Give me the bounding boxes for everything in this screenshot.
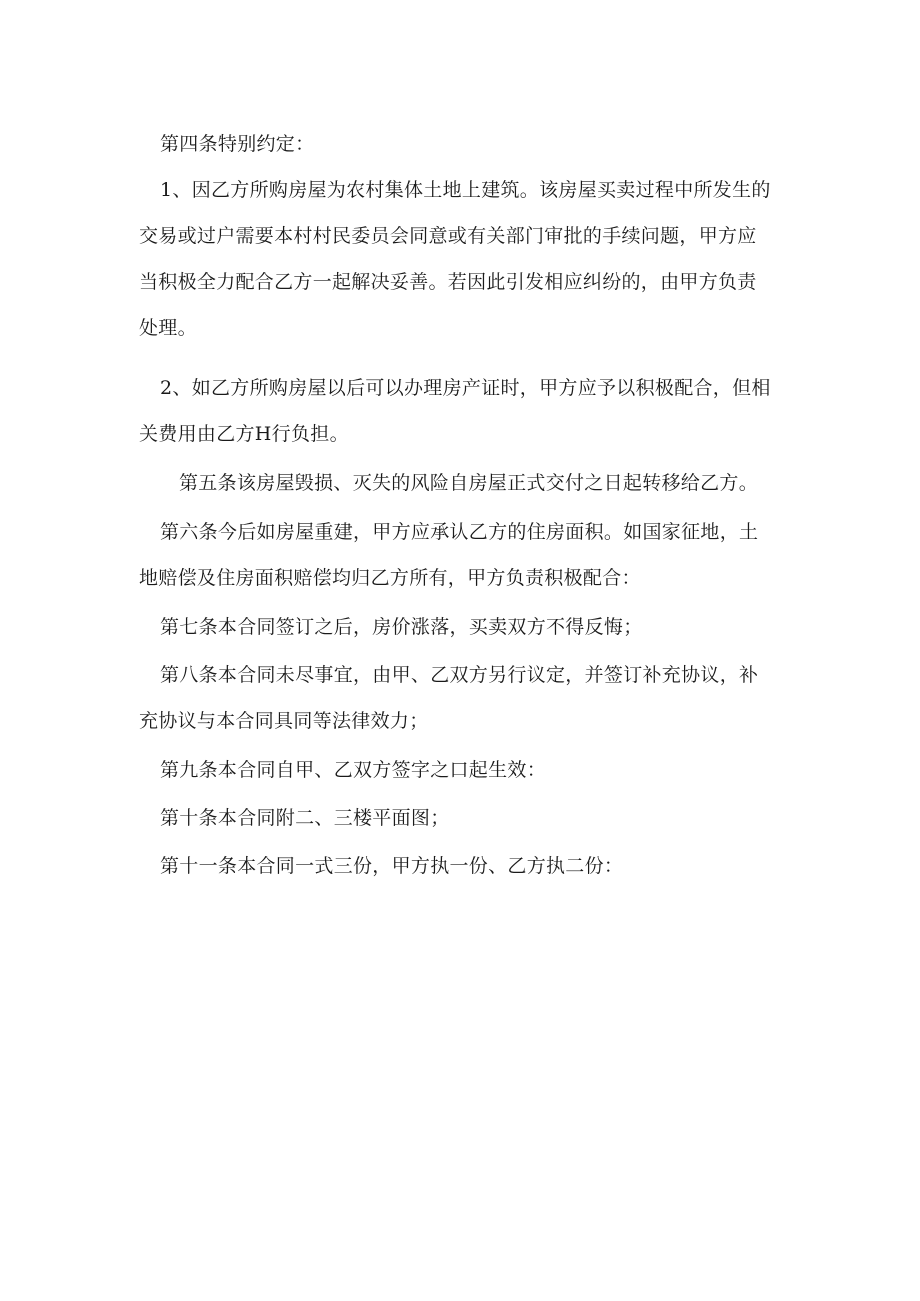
text-line: 第十条本合同附二、三楼平面图； bbox=[160, 807, 450, 829]
text-line: 第五条该房屋毁损、灭失的风险自房屋正式交付之日起转移给乙方。 bbox=[179, 472, 759, 494]
text-line: 第八条本合同未尽事宜，由甲、乙双方另行议定，并签订补充协议，补 bbox=[160, 664, 759, 686]
text-line: 第十一条本合同一式三份，甲方执一份、乙方执二份： bbox=[160, 855, 624, 877]
article-7 bbox=[160, 604, 643, 650]
text-line: 2、如乙方所购房屋以后可以办理房产证时，甲方应予以积极配合，但相 bbox=[160, 377, 771, 399]
text-line: 地赔偿及住房面积赔偿均归乙方所有，甲方负责积极配合： bbox=[139, 567, 641, 589]
article-10 bbox=[160, 795, 450, 841]
text-line: 第七条本合同签订之后，房价涨落，买卖双方不得反悔； bbox=[160, 616, 643, 638]
clause-4-1 bbox=[139, 167, 771, 351]
text-line: 1、因乙方所购房屋为农村集体土地上建筑。该房屋买卖过程中所发生的 bbox=[160, 179, 771, 201]
article-6 bbox=[139, 509, 758, 601]
text-line: 交易或过户需要本村村民委员会同意或有关部门审批的手续问题，甲方应 bbox=[139, 225, 757, 247]
text-line: 关费用由乙方H行负担。 bbox=[139, 423, 349, 445]
text-line: 第六条今后如房屋重建，甲方应承认乙方的住房面积。如国家征地，土 bbox=[160, 521, 759, 543]
heading-article-4 bbox=[160, 121, 314, 167]
clause-4-2 bbox=[139, 365, 771, 457]
article-5 bbox=[179, 460, 758, 506]
article-8 bbox=[139, 652, 758, 744]
text-line: 当积极全力配合乙方一起解决妥善。若因此引发相应纠纷的，由甲方负责 bbox=[139, 271, 757, 293]
text-line: 处理。 bbox=[139, 317, 197, 339]
article-9 bbox=[160, 747, 546, 793]
text-line: 第九条本合同自甲、乙双方签字之口起生效： bbox=[160, 759, 547, 781]
text-line: 第四条特别约定： bbox=[160, 133, 315, 155]
text-line: 充协议与本合同具同等法律效力； bbox=[139, 710, 429, 732]
article-11 bbox=[160, 843, 623, 889]
